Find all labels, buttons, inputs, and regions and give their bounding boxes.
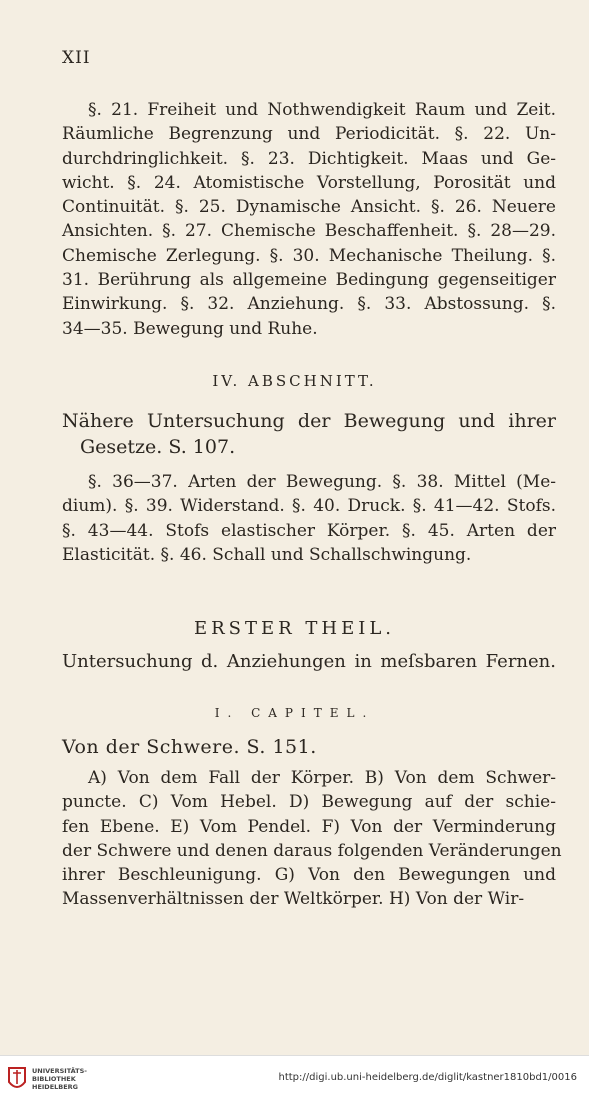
text-line: §. 43—44. Stofs elastischer Körper. §. 45. Arten der bbox=[62, 520, 556, 541]
logo-line-2: BIBLIOTHEK bbox=[32, 1075, 76, 1083]
text-line: ihrer Beschleunigung. G) Von den Bewegungen und bbox=[62, 865, 556, 886]
text-line: Continuität. §. 25. Dynamische Ansicht. §. 26. Neuere bbox=[62, 197, 556, 218]
text-line: Ansichten. §. 27. Chemische Beschaffenheit. §. 28—29. bbox=[62, 221, 556, 242]
text-line: 34—35. Bewegung und Ruhe. bbox=[62, 318, 318, 339]
abschnitt-title-line1: Nähere Untersuchung der Bewegung und ihrer bbox=[62, 410, 556, 432]
text-line: durchdringlichkeit. §. 23. Dichtigkeit. Maas und Ge- bbox=[62, 148, 556, 169]
text-line: puncte. C) Vom Hebel. D) Bewegung auf der schie- bbox=[62, 792, 556, 813]
text-line: §. 21. Freiheit und Nothwendigkeit Raum und Zeit. bbox=[88, 100, 556, 120]
logo-line-3: HEIDELBERG bbox=[32, 1083, 79, 1091]
part-subtitle: Untersuchung d. Anziehungen in meſsbaren Fernen. bbox=[62, 651, 556, 672]
chapter-title: Von der Schwere. S. 151. bbox=[62, 736, 317, 758]
abschnitt-title-line2: Gesetze. S. 107. bbox=[80, 436, 236, 458]
text-line: §. 36—37. Arten der Bewegung. §. 38. Mittel (Me- bbox=[88, 472, 556, 492]
toc-paragraph-abschnitt bbox=[62, 470, 556, 567]
logo-line-1: UNIVERSITÄTS- bbox=[32, 1067, 87, 1075]
source-url[interactable]: http://digi.ub.uni-heidelberg.de/diglit/kastner1810bd1/0016 bbox=[278, 1072, 577, 1083]
text-line: der Schwere und denen daraus folgenden Veränderungen bbox=[62, 840, 562, 861]
text-line: Elasticität. §. 46. Schall und Schallschwingung. bbox=[62, 544, 472, 565]
part-heading: ERSTER THEIL. bbox=[193, 618, 396, 639]
text-line: 31. Berührung als allgemeine Bedingung gegenseitiger bbox=[62, 270, 556, 291]
chapter-heading: I. CAPITEL. bbox=[214, 706, 375, 720]
abschnitt-heading: IV. ABSCHNITT. bbox=[212, 372, 377, 390]
text-line: wicht. §. 24. Atomistische Vorstellung, Porosität und bbox=[62, 172, 556, 193]
toc-paragraph-capitel bbox=[62, 766, 562, 912]
text-line: A) Von dem Fall der Körper. B) Von dem Schwer- bbox=[88, 768, 556, 788]
university-seal-icon bbox=[6, 1064, 28, 1094]
footer-bar bbox=[0, 1055, 589, 1102]
page-number: XII bbox=[62, 48, 91, 68]
text-line: dium). §. 39. Widerstand. §. 40. Druck. §. 41—42. Stofs. bbox=[62, 496, 556, 517]
library-logo-text bbox=[32, 1067, 87, 1091]
text-line: Einwirkung. §. 32. Anziehung. §. 33. Abstossung. §. bbox=[62, 294, 556, 315]
text-line: Räumliche Begrenzung und Periodicität. §. 22. Un- bbox=[62, 124, 556, 145]
text-line: Chemische Zerlegung. §. 30. Mechanische Theilung. §. bbox=[62, 245, 556, 266]
text-line: fen Ebene. E) Vom Pendel. F) Von der Verminderung bbox=[62, 816, 556, 837]
toc-paragraph-top bbox=[62, 98, 556, 341]
text-line: Massenverhältnissen der Weltkörper. H) Von der Wir- bbox=[62, 889, 525, 910]
